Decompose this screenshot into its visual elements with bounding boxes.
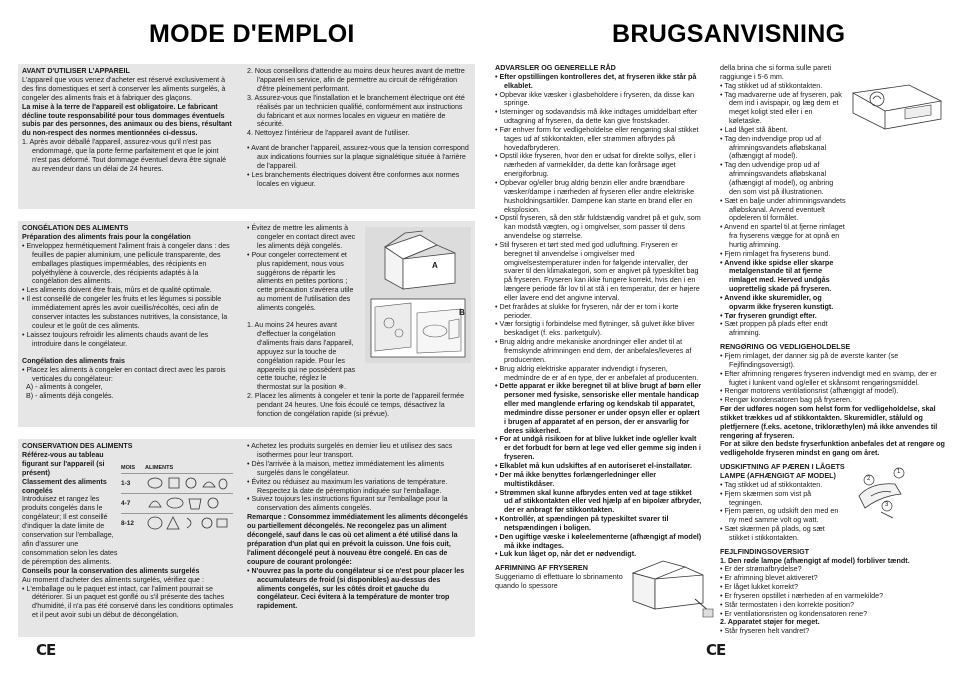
food-icons [145, 514, 233, 534]
bullet-item: • Tag stikket ud af stikkontakten. [720, 80, 823, 90]
ce-mark-fr: CE [36, 641, 56, 659]
numbered-item: 2. Placez les aliments à congeler et tenir la porte de l'appareil fermée pendant 24 heures. Une fois écoulé ce temps, désactivez la fonction de congélation rapide (si prévue). [247, 392, 465, 419]
col-aliments: ALIMENTS [145, 465, 174, 471]
bullet-item: • Fjern skærmen som vist på tegningen. [720, 488, 812, 507]
defrost-freezer-illustration [623, 557, 718, 619]
bullet-item: • Er låget lukket korrekt? [720, 582, 799, 592]
paragraph-bold: Før der udføres nogen som helst form for vedligeholdelse, skal stikket trækkes ud af stikkontakten. Skuremidler, ståluld og pletfjernere (f.eks. acetone, trikloræthylen) må ikke anvendes til rengøring af fryseren. [720, 404, 938, 440]
section-heading: UDSKIFTNING AF PÆREN I LÅGETS LAMPE (AFHÆNGIGT AF MODEL) [720, 462, 845, 480]
bullet-item: • Vær forsigtig i forbindelse med flytninger, så gulvet ikke bliver beskadiget (f. eks. parketgulv). [495, 319, 695, 338]
bullet-item: • N'ouvrez pas la porte du congélateur si ce n'est pour placer les accumulateurs de froid (si disponibles) au-dessus des aliments congelés, sur les côtés droit et gauche du congélateur. Ceci évitera à la température de monter trop rapidement. [247, 566, 465, 611]
paragraph: Introduisez et rangez les produits congelés dans le congélateur; Il est conseillé d'indiquer la date limite de conservation sur l'emballage, afin d'assurer une consommation selon les dates de péremption des aliments. [22, 495, 118, 566]
paragraph: Suggeriamo di effettuare lo sbrinamento quando lo spessore [495, 572, 623, 590]
bullet-item: • Les aliments doivent être frais, mûrs et de qualité optimale. [22, 286, 212, 295]
lamp-step-1: 1 [897, 469, 901, 475]
numbered-item: 2. Nous conseillons d'attendre au moins deux heures avant de mettre l'appareil en service, afin de permettre au circuit de réfrigération d'être pleinement performant. [247, 67, 465, 93]
paragraph: L'appareil que vous venez d'acheter est réservé exclusivement à des fins domestiques et sert à conserver les aliments surgelés, à congeler des aliments frais et à fabriquer des glaçons. [22, 75, 226, 102]
months-cell: 1-3 [121, 474, 145, 494]
table-row [121, 514, 233, 534]
paragraph-bold: 2. Apparatet støjer for meget. [720, 617, 820, 627]
subheading: Congélation des aliments frais [22, 356, 125, 365]
table-row [121, 494, 233, 514]
conservation-right-column [247, 442, 471, 611]
avant-right-column [247, 67, 469, 189]
bullet-item: • Isterninger og sodavandsis må ikke indtages umiddelbart efter udtagning af fryseren, da dette kan give frostskader. [495, 107, 698, 126]
bullet-item: • Der må ikke benyttes forlængerledninger eller multistikdåser. [495, 469, 657, 488]
bullet-item: • Enveloppez hermétiquement l'aliment frais à congeler dans : des feuilles de papier aluminium, une pellicule transparente, des emballages plastiques imperméables, des récipients en polyéthylène à couvercle, des récipients adaptés à la congélation des aliments. [22, 241, 230, 286]
bullet-item: • Les branchements électriques doivent être conformes aux normes locales en vigueur. [247, 170, 460, 188]
food-icons [145, 494, 233, 514]
bullet-item: • Efter opstillingen kontrolleres det, at fryseren ikke står på elkablet. [495, 71, 697, 90]
congelation-left-column [22, 224, 234, 401]
subheading: Préparation des aliments frais pour la congélation [22, 232, 191, 241]
paragraph: della brina che si forma sulle pareti raggiunge i 5-6 mm. [720, 63, 832, 81]
numbered-item: 3. Assurez-vous que l'installation et le branchement électrique ont été réalisés par un technicien qualifié, conformément aux instructions du fabricant et aux normes locales en vigueur en matière de sécurité. [247, 93, 465, 129]
section-congelation [18, 221, 475, 427]
bullet-item: • Efter afrimning rengøres fryseren indvendigt med en svamp, der er fugtet i lunkent vand og/eller et skånsomt rengøringsmiddel. [720, 368, 937, 387]
bullet-item: • Brug aldrig elektriske apparater indvendigt i fryseren, medmindre de er af en type, der er anbefalet af producenten. [495, 363, 699, 382]
numbered-item: 1. Après avoir déballé l'appareil, assurez-vous qu'il n'est pas endommagé, que la porte ferme parfaitement et que le joint n'est pas déformé. Tout dommage éventuel devra être signalé au revendeur dans un délai de 24 heures. [22, 138, 227, 173]
bullet-item: • Rengør kondensatoren bag på fryseren. [720, 395, 852, 405]
remarque: Remarque : Consommez immédiatement les aliments décongelés ou partiellement décongelés. Ne recongelez pas un aliment décongelé, sauf dans le cas où cet aliment a été utilisé dans la préparation d'un plat qui en prévoit la cuisson. Une fois cuit, l'aliment décongelé peut à nouveau être congelé. En cas de coupure de courant prolongée: [247, 513, 468, 566]
bullet-item: • Luk kun låget op, når det er nødvendigt. [495, 549, 637, 559]
bullet-item: • Opbevar ikke væsker i glasbeholdere i fryseren, da disse kan springe. [495, 89, 695, 108]
months-cell: 8-12 [121, 514, 145, 534]
section-heading: AVANT D'UTILISER L'APPAREIL [22, 67, 130, 75]
bullet-item: • Avant de brancher l'appareil, assurez-vous que la tension correspond aux indications fournies sur la plaque signalétique située à l'arrière de l'appareil. [247, 144, 469, 171]
bullet-item: • Placez les aliments à congeler en contact direct avec les parois verticales du congélateur: [22, 365, 226, 383]
bullet-item: • Strømmen skal kunne afbrydes enten ved at tage stikket ud af stikkontakten eller ved hjælp af en bipolær afbryder, der er anbragt før stikkontakten. [495, 487, 702, 515]
page-title-fr: MODE D'EMPLOI [149, 20, 355, 48]
lamp-step-2: 2 [867, 476, 871, 482]
bullet-item: • Tag madvarerne ude af fryseren, pak dem ind i avispapir, og læg dem et meget koligt sted eller i en køletaske. [720, 89, 842, 126]
section-heading: AFRIMNING AF FRYSEREN [495, 563, 588, 573]
bullet-item: • Il est conseillé de congeler les fruits et les légumes si possible immédiatement après les avoir cueillis/récoltés, ceci afin de conserver intactes les substances nutritives, la consistance, la couleur et le goût de ces aliments. [22, 295, 228, 330]
dk-column-2 [720, 64, 945, 636]
bullet-item: • Den ugiftige væske i køleelementerne (afhængigt af model) må ikke indtages. [495, 531, 702, 550]
section-conservation [18, 439, 475, 637]
subheading: Conseils pour la conservation des aliments surgelés [22, 566, 200, 575]
food-icon [145, 515, 229, 531]
bullet-item: • Står termostaten i den korrekte position? [720, 599, 854, 609]
label-a: A [432, 261, 438, 270]
numbered-item: 1. Au moins 24 heures avant d'effectuer la congélation d'aliments frais dans l'appareil, appuyez sur la touche de congélation rapide. Pour les appareils qui ne possèdent pas cette touche, réglez le thermostat sur la position ❄. [247, 321, 356, 392]
paragraph-bold: La mise à la terre de l'appareil est obligatoire. Le fabricant décline toute responsabilité pour tous dommages éventuels subis par des personnes, des animaux ou des biens, résultant du non-respect des normes mentionnées ci-dessus. [22, 102, 232, 138]
section-heading: CONSERVATION DES ALIMENTS [22, 442, 133, 450]
dk-column-1 [495, 64, 702, 591]
bullet-item: • L'emballage ou le paquet est intact, car l'aliment pourrait se détériorer. Si un paquet est gonflé ou s'il présente des taches d'humidité, il n'a pas été conservé dans les conditions optimales et il peut avoir subi un début de décongélation. [22, 584, 234, 620]
section-heading: FEJLFINDINGSOVERSIGT [720, 546, 810, 556]
bullet-item: • Anvend ikke spidse eller skarpe metalgenstande til at fjerne rimlaget med. Herved undgås uoprettelig skade på fryseren. [720, 257, 834, 294]
bullet-item: • Pour congeler correctement et plus rapidement, nous vous suggérons de répartir les aliments en petites portions ; cette précaution s'avérera utile au moment de l'utilisation des aliments congelés. [247, 250, 354, 313]
congelation-mid-column [247, 224, 359, 313]
bullet-item: • Dès l'arrivée à la maison, mettez immédiatement les aliments surgelés dans le congélateur. [247, 459, 445, 477]
table-row [121, 474, 233, 494]
section-heading: ADVARSLER OG GENERELLE RÅD [495, 63, 616, 72]
bullet-item: • Tag den indvendige prop ud af afrimningsvandets afløbskanal (afhængigt af model). [720, 133, 827, 161]
bullet-item: • Opstil ikke fryseren, hvor den er udsat for direkte sollys, eller i nærheden af varmekilder, da dette kan forårsage øget energiforbrug. [495, 151, 696, 179]
bullet-item: • Tag stikket ud af stikkontakten. [720, 479, 823, 489]
bullet-item: • Elkablet må kun udskiftes af en autoriseret el-installatør. [495, 460, 693, 470]
food-icons [145, 474, 233, 494]
bullet-item: • Achetez les produits surgelés en dernier lieu et utilisez des sacs isothermes pour leur transport. [247, 442, 453, 459]
bullet-item: • Anvend ikke skuremidler, og opvarm ikke fryseren kunstigt. [720, 292, 834, 311]
bullet-item: • Står fryseren helt vandret? [720, 626, 810, 636]
bullet-item: • For at undgå risikoen for at blive lukket inde og/eller kvalt er det forbudt for børn at lege ved eller gemme sig inden i fryseren. [495, 434, 701, 462]
bullet-item: • Før enhver form for vedligeholdelse eller rengøring skal stikket tages ud af stikkontakten, eller strømmen afbrydes på hovedafbryderen. [495, 124, 699, 152]
lamp-step-3: 3 [885, 502, 889, 508]
list-item: A) - aliments à congeler, [26, 383, 103, 392]
food-icon [145, 475, 229, 491]
defrost-drain-illustration [849, 79, 945, 131]
paragraph: Au moment d'acheter des aliments surgelés, vérifiez que : [22, 575, 204, 584]
bullet-item: • Er afrimning blevet aktiveret? [720, 573, 818, 583]
bullet-item: • Det frarådes at slukke for fryseren, når der er tom i korte perioder. [495, 301, 679, 320]
bullet-item: • Anvend en spartel til at fjerne rimlaget fra fryserens vægge for at opnå en hurtig afrimning. [720, 222, 845, 249]
avant-left-column [22, 67, 234, 174]
bullet-item: • Kontrollér, at spændingen på typeskiltet svarer til netspændingen i boligen. [495, 514, 669, 532]
section-heading: RENGØRING OG VEDLIGEHOLDELSE [720, 342, 851, 352]
page-title-dk: BRUGSANVISNING [612, 20, 846, 48]
subheading: Classement des aliments congelés [22, 477, 107, 495]
paragraph-bold: For at sikre den bedste fryserfunktion anbefales det at rengøre og vedligeholde fryseren mindst en gang om året. [720, 439, 945, 458]
bullet-item: • Stil fryseren et tørt sted med god udluftning. Fryseren er beregnet til anvendelse i omgivelser med omgivelsestemperaturer inden for følgende intervaller, der svarer til den klimakategori, som er angivet på typeskiltet bag på fryseren. Fryseren kan ikke fungere korrekt, hvis den i en længere periode får lov til at stå i en temperatur, der er højere eller lavere end det angivne interval. [495, 239, 700, 302]
bullet-item: • Dette apparat er ikke beregnet til at blive brugt af børn eller personer med fysiske, sensoriske eller mentale handicap eller med manglende erfaring og kendskab til apparatet, medmindre disse personer er under opsyn eller er oplært i brugen af apparatet af en person, der er ansvarlig for deres sikkerhed. [495, 381, 702, 435]
bullet-item: • Laissez toujours refroidir les aliments chauds avant de les introduire dans le congélateur. [22, 330, 209, 348]
bullet-item: • Tør fryseren grundigt efter. [720, 310, 817, 320]
bullet-item: • Évitez de mettre les aliments à congeler en contact direct avec les aliments déjà congelés. [247, 224, 356, 250]
bullet-item: • Brug aldrig andre mekaniske anordninger eller andet til at fremskynde afrimningen end dem, der anbefales/leveres af producenten. [495, 337, 692, 364]
section-heading: CONGÉLATION DES ALIMENTS [22, 224, 129, 232]
list-item: B) - aliments déjà congelés. [26, 392, 114, 401]
ce-mark-dk: CE [706, 641, 726, 659]
col-mois: MOIS [121, 465, 136, 471]
food-icon [145, 495, 229, 511]
bullet-item: • Sæt en balje under afrimningsvandets afløbskanal. Anvend eventuelt opdeleren til formålet. [720, 195, 846, 223]
months-cell: 4-7 [121, 494, 145, 514]
subheading: Référez-vous au tableau figurant sur l'appareil (si présent) [22, 450, 105, 477]
bullet-item: • Er der strømafbrydelse? [720, 564, 802, 574]
bullet-item: • Fjern rimlaget fra fryserens bund. [720, 248, 831, 258]
bullet-item: • Rengør motorens ventilationsrist (afhængigt af model). [720, 386, 899, 396]
paragraph-bold: 1. Den røde lampe (afhængigt af model) forbliver tændt. [720, 555, 910, 565]
bullet-item: • Er ventilationsristen og kondensatoren rene? [720, 608, 868, 618]
bullet-item: • Fjern pæren, og udskift den med en ny med samme volt og watt. [720, 506, 839, 525]
bullet-item: • Fjern rimlaget, der danner sig på de øverste kanter (se Fejlfindingsoversigt). [720, 351, 899, 369]
bullet-item: • Lad låget stå åbent. [720, 124, 788, 134]
bullet-item: • Sæt proppen på plads efter endt afrimning. [720, 319, 828, 338]
bullet-item: • Sæt skærmen på plads, og sæt stikket i stikkontakten. [720, 524, 825, 542]
bullet-item: • Er fryseren opstillet i nærheden af en varmekilde? [720, 590, 884, 600]
storage-table [121, 465, 236, 534]
bullet-item: • Opbevar og/eller brug aldrig benzin eller andre brændbare væsker/dampe i nærheden af fryseren eller andre elektriske husholdningsartikler. Dampene kan starte en brand eller en eksplosion. [495, 177, 695, 214]
bullet-item: • Tag den udvendige prop ud af afrimningsvandets afløbskanal (afhængigt af model), og anbring den som vist på illustrationen. [720, 160, 834, 196]
numbered-item: 4. Nettoyez l'intérieur de l'appareil avant de l'utiliser. [247, 129, 410, 138]
chest-freezer-illustration [365, 227, 471, 363]
label-b: B [459, 308, 465, 317]
bullet-item: • Opstil fryseren, så den står fuldstændig vandret på et gulv, som kan modstå vægten, og i omgivelser, som passer til dens anvendelse og størrelse. [495, 213, 701, 241]
section-avant [18, 64, 475, 209]
bullet-item: • Suivez toujours les instructions figurant sur l'emballage pour la conservation des aliments congelés. [247, 495, 448, 513]
lamp-replacement-illustration [851, 466, 911, 522]
bullet-item: • Évitez ou réduisez au maximum les variations de température. Respectez la date de péremption indiquée sur l'emballage. [247, 477, 448, 495]
